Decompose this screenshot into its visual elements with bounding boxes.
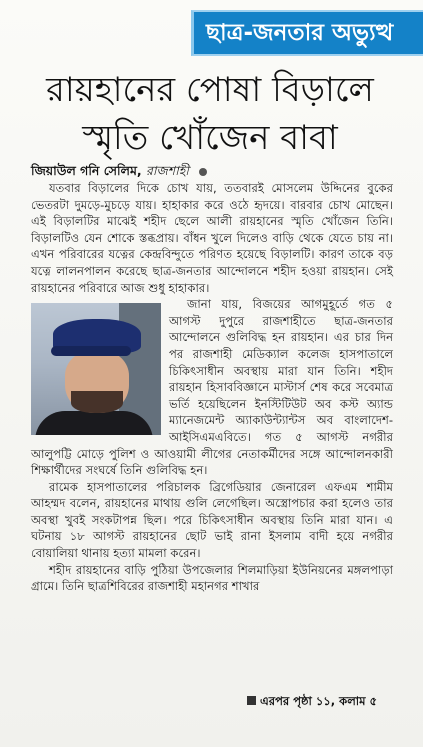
square-icon	[247, 696, 256, 705]
paragraph-2: জানা যায়, বিজয়ের আগমুহূর্তে গত ৫ আগস্ট দুপুরে রাজশাহীতে ছাত্র-জনতার আন্দোলনে গুলিবিদ্ধ হন রায়হান। এর চার দিন পর রাজশাহী মেডিক্যাল কলেজ হাসপাতালে চিকিৎসাধীন অবস্থায় মারা যান তিনি। শহীদ রায়হান হিসাববিজ্ঞানে মাস্টার্স শেষ করে সবেমাত্র ভর্তি হয়েছিলেন ইনস্টিটিউট অব কস্ট অ্যান্ড ম্যানেজমেন্ট অ্যাকাউন্ট্যান্টস অব বাংলাদেশ-আইসিএমএবিতে। গত ৫ আগস্ট নগরীর আলুপট্টি মোড়ে পুলিশ ও আওয়ামী লীগের নেতাকর্মীদের সঙ্গে আন্দোলনকারী শিক্ষার্থীদের সংঘর্ষে তিনি গুলিবিদ্ধ হন।	[31, 297, 393, 478]
continuation-note	[247, 693, 377, 712]
headline-line-2: স্মৃতি খোঁজেন বাবা	[82, 118, 338, 158]
headline-line-1: রায়হানের পোষা বিড়ালে	[46, 70, 374, 110]
bullet-icon	[199, 168, 207, 176]
paragraph-4: শহীদ রায়হানের বাড়ি পুঠিয়া উপজেলার শিলমাড়িয়া ইউনিয়নের মঙ্গলপাড়া গ্রামে। তিনি ছাত্রশিবিরের রাজশাহী মহানগর শাখার	[31, 562, 393, 594]
headline	[20, 66, 400, 162]
section-banner	[191, 10, 423, 56]
portrait-photo	[31, 303, 161, 435]
article-body	[31, 180, 393, 595]
paragraph-3: রামেক হাসপাতালের পরিচালক ব্রিগেডিয়ার জেনারেল এফএম শামীম আহম্মদ বলেন, রায়হানের মাথায় গুলি লেগেছিল। অস্ত্রোপচার করা হলেও তার অবস্থা খুবই সংকটাপন্ন ছিল। পরে চিকিৎসাধীন অবস্থায় তিনি মারা যান। এ ঘটনায় ১৮ আগস্ট রায়হানের ছোট ভাই রানা ইসলাম বাদী হয়ে নগরীর বোয়ালিয়া থানায় হত্যা মামলা করেন।	[31, 479, 393, 561]
paragraph-1: যতবার বিড়ালের দিকে চোখ যায়, ততবারই মোসলেম উদ্দিনের বুকের ভেতরটা দুমড়ে-মুচড়ে যায়। হাহাকার করে ওঠে হৃদয়ে। বারবার চোখ মোছেন। এই বিড়ালটির মাঝেই শহীদ ছেলে আলী রায়হানের স্মৃতি খোঁজেন তিনি। বিড়ালটিও যেন শোকে স্তব্ধপ্রায়। বাঁধন খুলে দিলেও বাড়ি থেকে যেতে চায় না। এখন পরিবারের যত্নের কেন্দ্রবিন্দুতে পরিণত হয়েছে বিড়ালটি। কারণ তাকে বড় যত্নে লালনপালন করেছে ছাত্র-জনতার আন্দোলনে শহীদ হওয়া রায়হান। সেই রায়হানের পরিবারে আজ শুধু হাহাকার।	[31, 181, 393, 295]
continuation-text: এরপর পৃষ্ঠা ১১, কলাম ৫	[260, 694, 377, 708]
byline-place: রাজশাহী	[146, 163, 189, 178]
byline-author: জিয়াউল গনি সেলিম,	[31, 163, 142, 178]
section-banner-title: ছাত্র-জনতার অভ্যুত্থ	[206, 20, 394, 46]
